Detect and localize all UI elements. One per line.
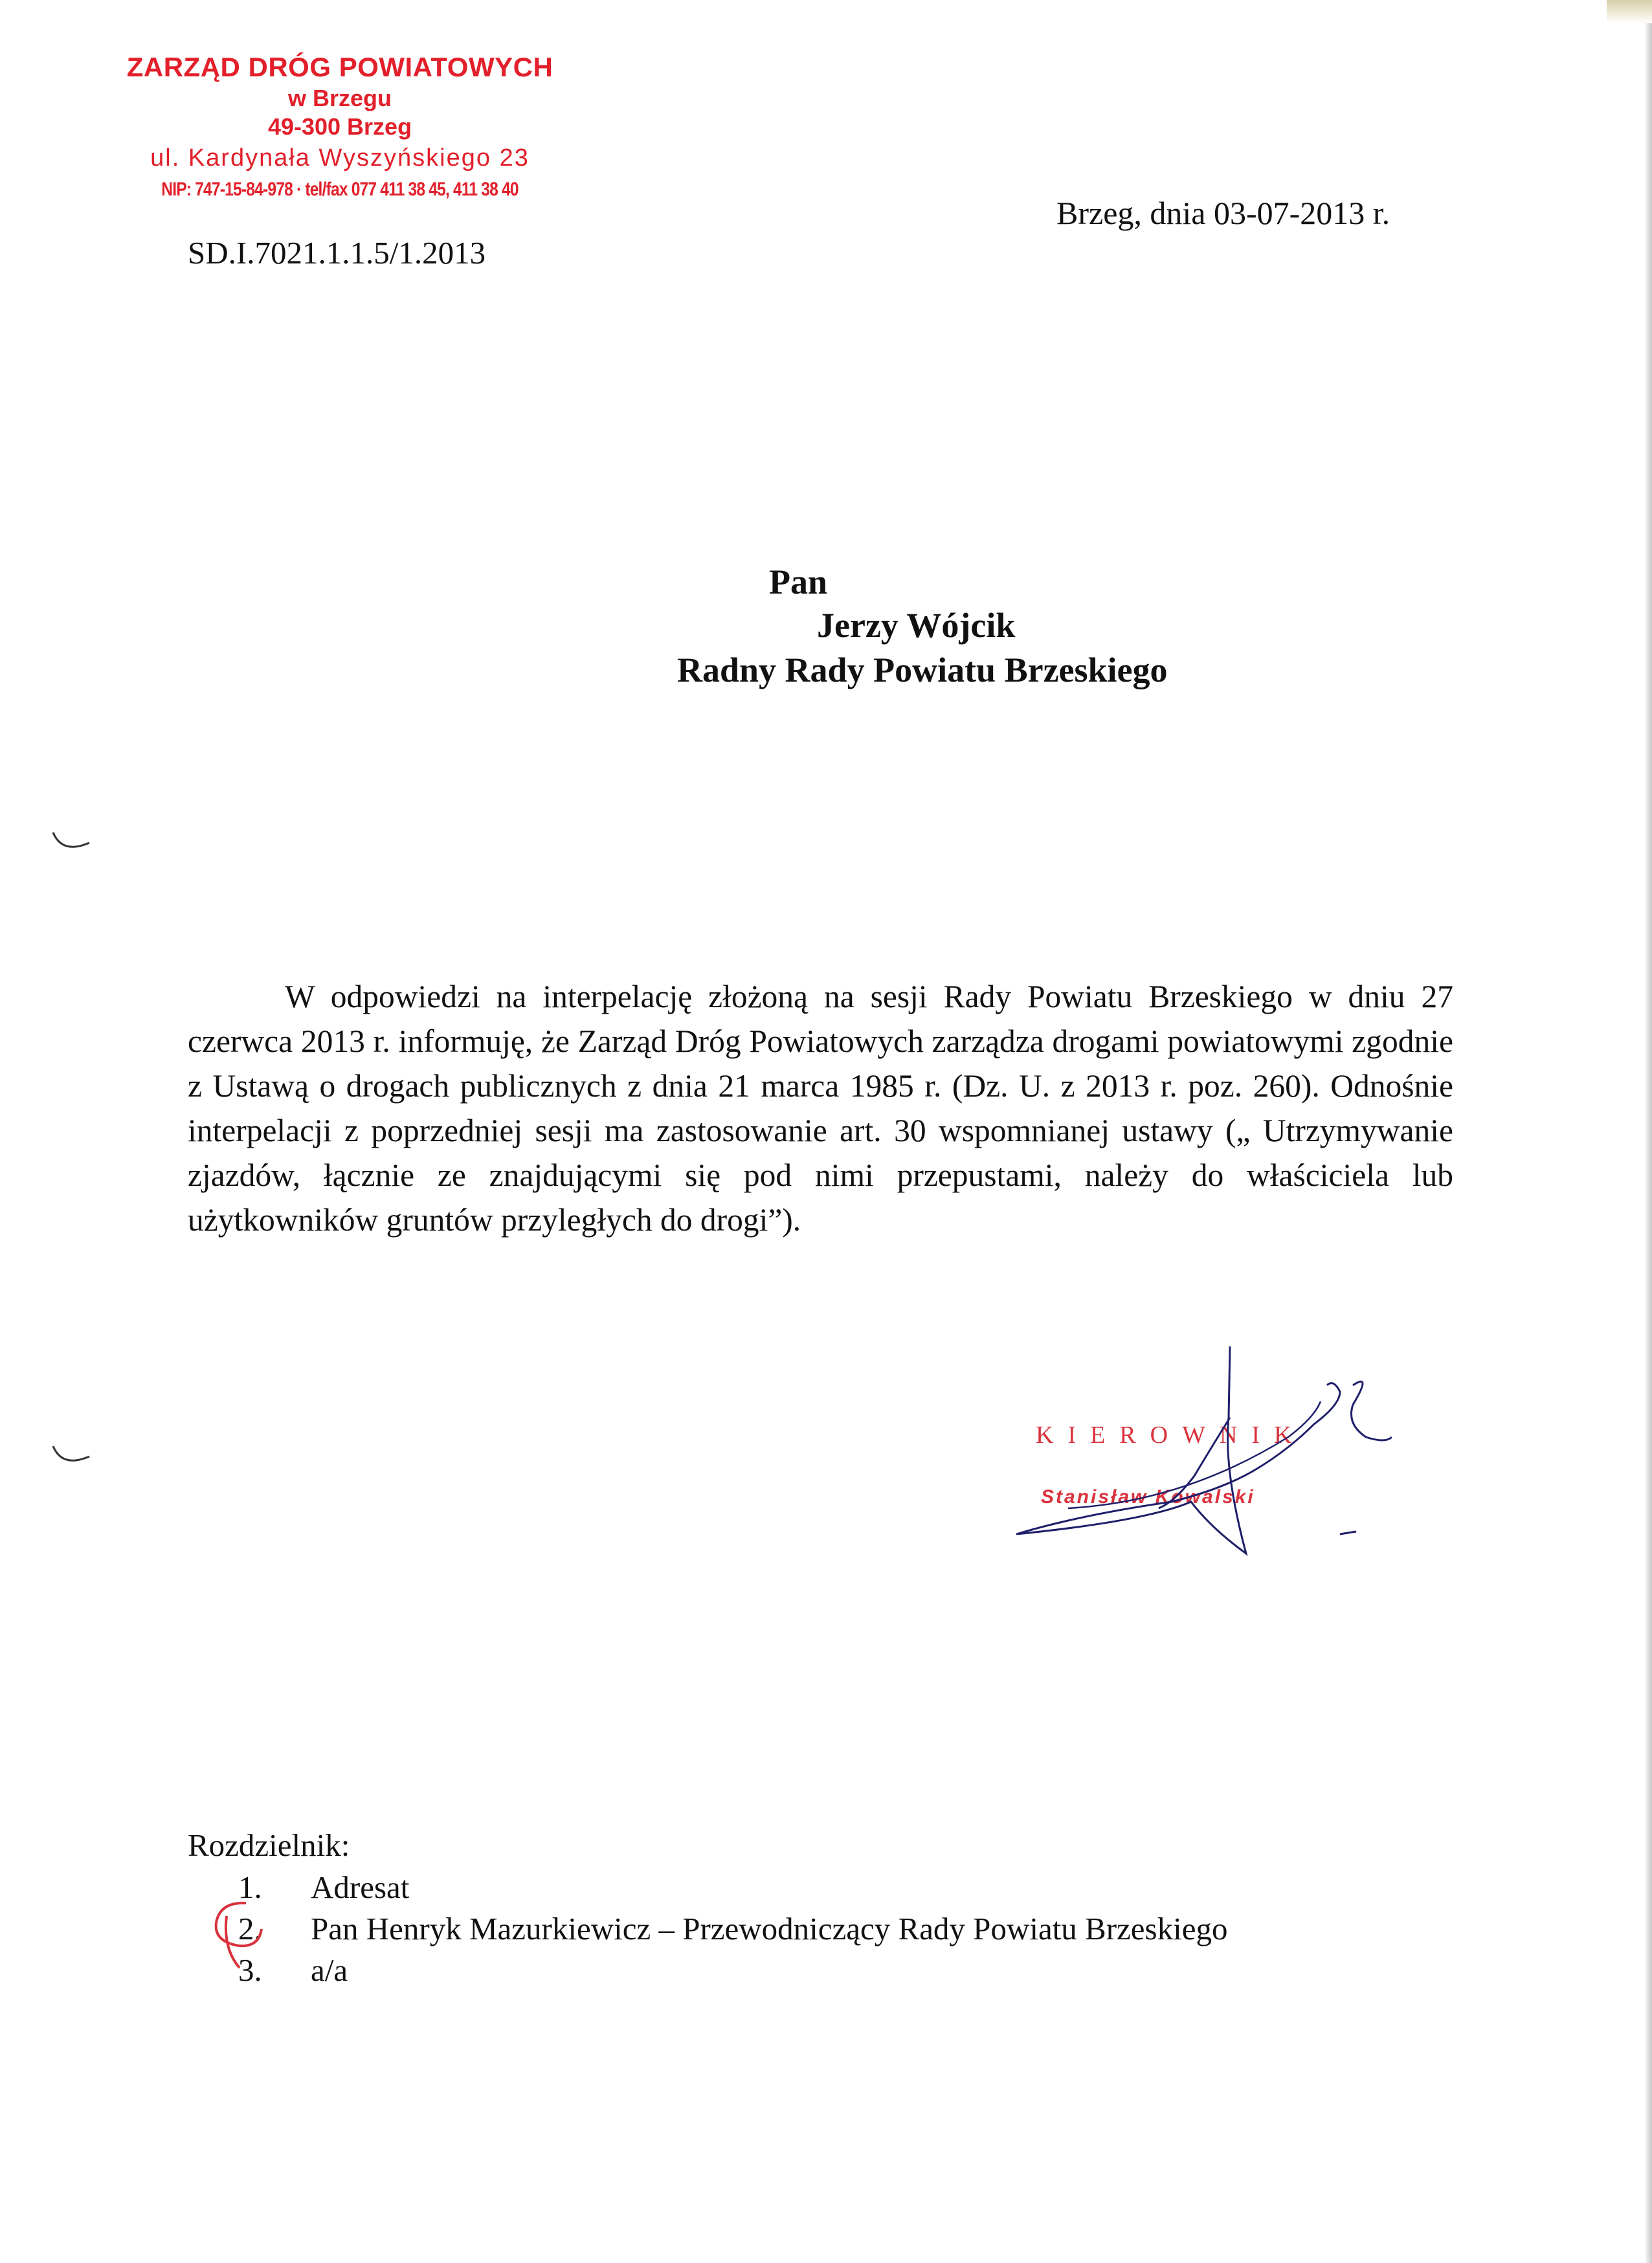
red-circle-mark bbox=[207, 1897, 278, 1981]
addressee-name: Jerzy Wójcik bbox=[817, 606, 1016, 645]
distribution-list bbox=[188, 1824, 1227, 1991]
list-item-number: 1. bbox=[238, 1869, 262, 1905]
stamp-nip-phone: NIP: 747-15-84-978 · tel/fax 077 411 38 45, 411 38 40 bbox=[161, 179, 519, 200]
list-item bbox=[188, 1867, 1227, 1908]
signature-block bbox=[952, 1340, 1392, 1586]
page-corner bbox=[1607, 0, 1652, 23]
office-stamp bbox=[104, 50, 576, 205]
stamp-postal-code: 49-300 Brzeg bbox=[267, 113, 412, 140]
list-item-text: a/a bbox=[311, 1952, 348, 1988]
margin-tick-mark bbox=[50, 1442, 96, 1475]
signature-role-stamp: KIEROWNIK bbox=[1036, 1421, 1306, 1449]
list-item-number: 3. bbox=[238, 1952, 262, 1988]
list-item-text: Adresat bbox=[311, 1869, 410, 1905]
list-item-number: 2. bbox=[238, 1911, 262, 1946]
margin-tick-mark bbox=[50, 829, 96, 861]
addressee-title: Radny Rady Powiatu Brzeskiego bbox=[677, 651, 1168, 689]
letter-body: W odpowiedzi na interpelację złożoną na sesji Rady Powiatu Brzeskiego w dniu 27 czerwca 2013 r. informuję, że Zarząd Dróg Powiatowych zarządza drogami powiatowymi zgodnie z Ustawą o drogach publicznych z dnia 21 marca 1985 r. (Dz. U. z 2013 r. poz. 260). Odnośnie interpelacji z poprzedniej sesji ma zastosowanie art. 30 wspomnianej ustawy („ Utrzymywanie zjazdów, łącznie ze znajdującymi się pod nimi przepustami, należy do właściciela lub użytkowników gruntów przyległych do drogi”). bbox=[188, 979, 1453, 1238]
distribution-title: Rozdzielnik: bbox=[188, 1827, 350, 1863]
reference-number: SD.I.7021.1.1.5/1.2013 bbox=[188, 235, 486, 271]
page-edge bbox=[1646, 0, 1652, 2263]
list-item bbox=[188, 1950, 1227, 1991]
list-item-text: Pan Henryk Mazurkiewicz – Przewodniczący Rady Powiatu Brzeskiego bbox=[311, 1911, 1228, 1946]
handwritten-signature bbox=[952, 1340, 1392, 1586]
letter-date: Brzeg, dnia 03-07-2013 r. bbox=[1056, 195, 1390, 231]
stamp-city: w Brzegu bbox=[287, 85, 392, 111]
stamp-office-name: ZARZĄD DRÓG POWIATOWYCH bbox=[126, 52, 553, 82]
stamp-address: ul. Kardynała Wyszyńskiego 23 bbox=[150, 144, 530, 172]
list-item bbox=[188, 1908, 1227, 1950]
signature-name-stamp: Stanisław Kowalski bbox=[1041, 1486, 1255, 1508]
addressee-salutation: Pan bbox=[769, 563, 828, 601]
